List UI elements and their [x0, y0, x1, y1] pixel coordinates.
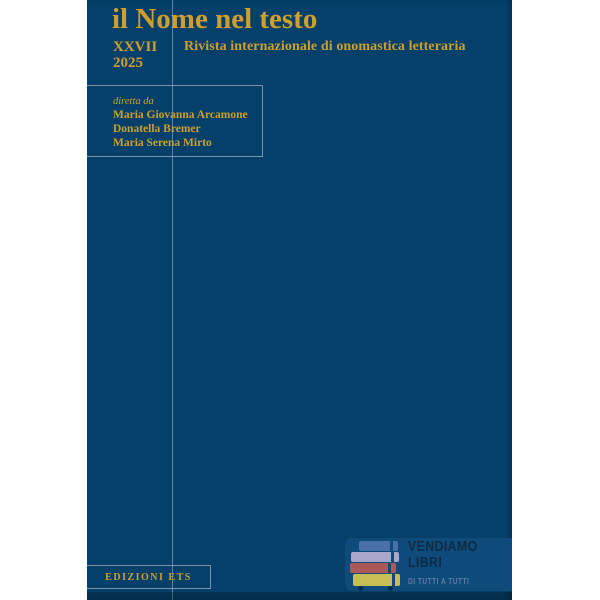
journal-cover: [87, 0, 512, 600]
publisher-box: [87, 565, 211, 589]
cart-wheel-icon: [388, 586, 393, 591]
logo-line-1: VENDIAMO: [408, 538, 478, 555]
logo-tagline: DI TUTTI A TUTTI: [408, 577, 470, 586]
volume-number: XXVII: [113, 39, 158, 55]
book-icon-red: [350, 563, 396, 573]
book-icon-blue: [359, 541, 398, 551]
vendiamo-libri-badge: [345, 538, 512, 591]
book-cart-icon: [350, 541, 400, 591]
publisher-name: EDIZIONI ETS: [105, 571, 192, 583]
book-icon-yellow: [353, 574, 400, 586]
editor-name: Donatella Bremer: [113, 123, 201, 135]
journal-subtitle: Rivista internazionale di onomastica letteraria: [184, 39, 466, 54]
edited-by-label: diretta da: [113, 96, 154, 107]
logo-wordmark: [408, 539, 478, 586]
volume-year: 2025: [113, 55, 143, 71]
editor-name: Maria Serena Mirto: [113, 137, 212, 149]
book-icon-lavender: [351, 552, 399, 562]
editors-box: [87, 85, 263, 157]
cart-wheel-icon: [358, 586, 363, 591]
editor-name: Maria Giovanna Arcamone: [113, 109, 248, 121]
journal-title: il Nome nel testo: [112, 3, 318, 35]
volume-year-block: [113, 39, 157, 71]
logo-line-2: LIBRI: [408, 554, 443, 571]
cover-bottom-edge: [87, 592, 512, 600]
